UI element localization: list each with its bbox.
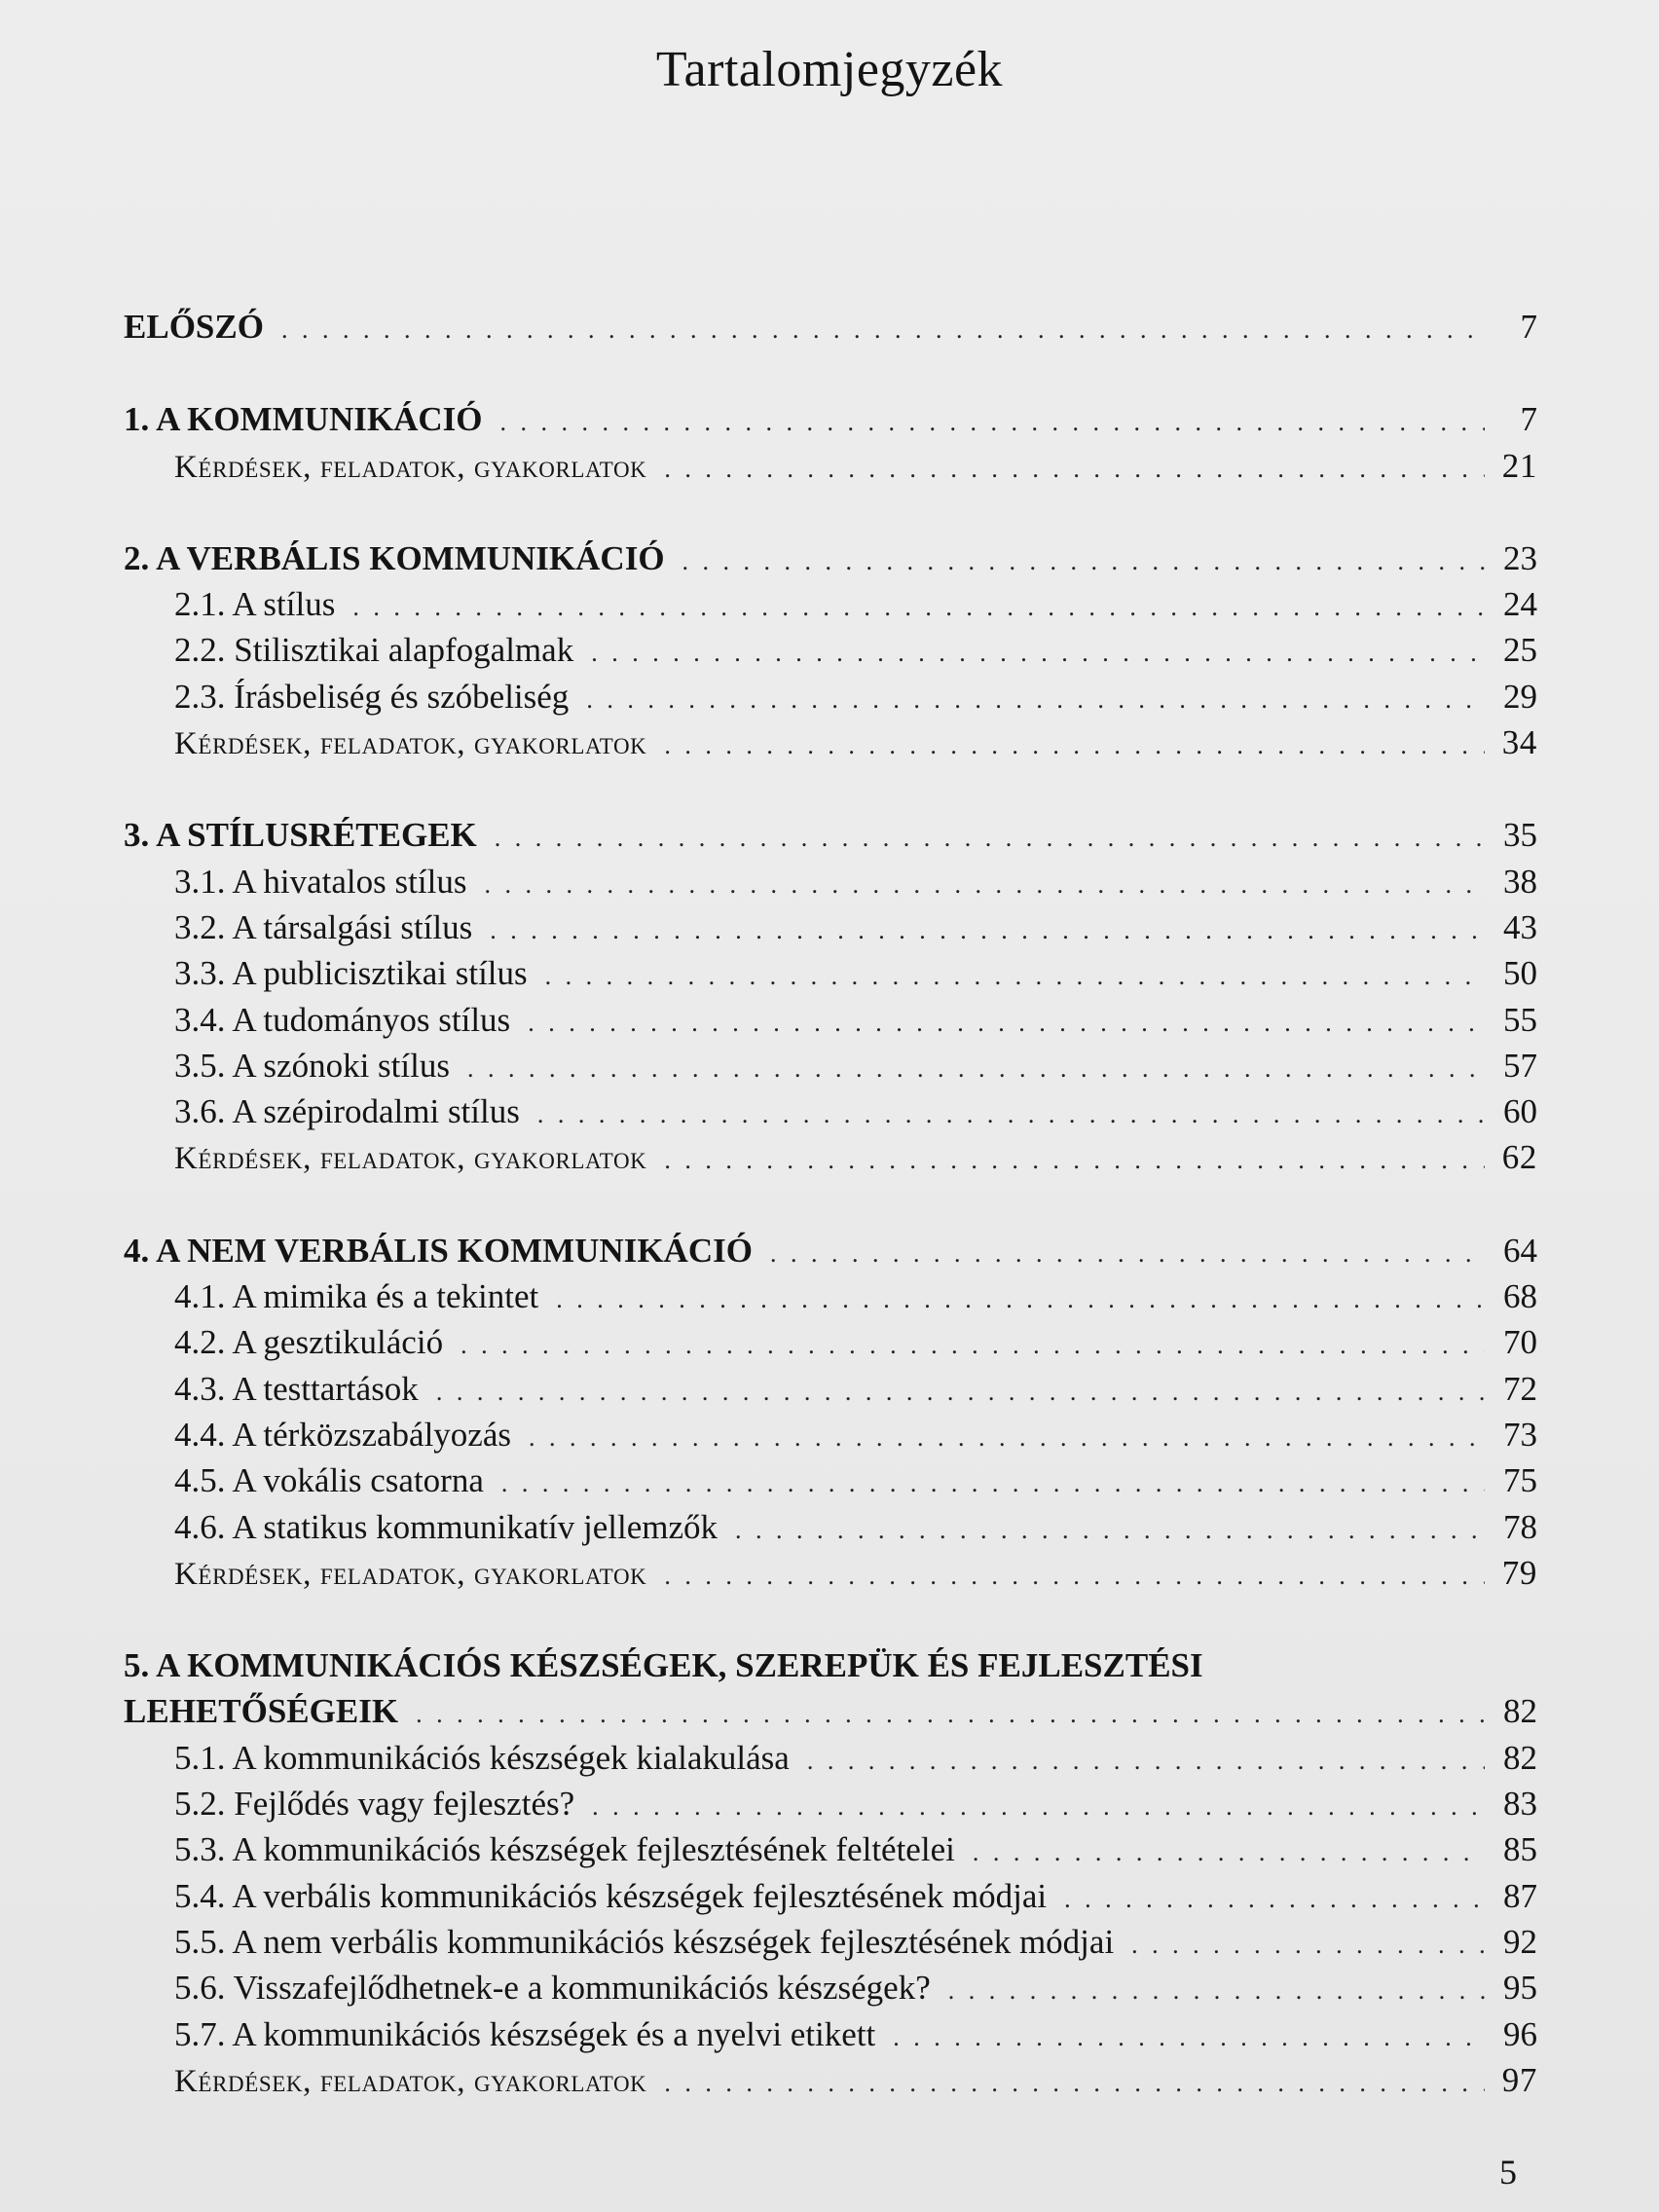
dot-leader [973, 1829, 1485, 1875]
toc-chapter-entry[interactable] [124, 535, 1537, 581]
toc-entry-page: 21 [1501, 446, 1537, 485]
toc-entry-page: 7 [1520, 308, 1537, 346]
toc-entry-page: 75 [1503, 1461, 1537, 1500]
toc-entry-page: 73 [1503, 1415, 1537, 1454]
toc-subsection-entry[interactable] [124, 1457, 1537, 1503]
toc-entry-label: 2. A VERBÁLIS KOMMUNIKÁCIÓ [124, 538, 665, 577]
toc-subsection-entry[interactable] [124, 1735, 1537, 1781]
toc-entry-label: Kérdések, feladatok, gyakorlatok [174, 449, 647, 485]
toc-entry-label: LEHETŐSÉGEIK [124, 1692, 399, 1731]
toc-subsection-entry[interactable] [124, 581, 1537, 627]
toc-entry-page: 34 [1501, 723, 1537, 762]
toc-entry-page: 97 [1501, 2060, 1537, 2099]
toc-entry-page: 55 [1503, 1000, 1537, 1039]
dot-leader [1131, 1922, 1485, 1968]
toc-subsection-entry[interactable] [124, 1504, 1537, 1550]
toc-entry-label: Kérdések, feladatok, gyakorlatok [174, 726, 647, 762]
toc-entry-label: 5.3. A kommunikációs készségek fejlesztésének feltételei [174, 1830, 955, 1869]
toc-subsection-entry[interactable] [124, 1781, 1537, 1826]
dot-leader [501, 1460, 1485, 1506]
toc-entry-page: 35 [1503, 816, 1537, 855]
page-number: 5 [1499, 2153, 1517, 2192]
toc-entry-page: 70 [1503, 1323, 1537, 1362]
dot-leader [461, 1322, 1485, 1368]
toc-subsection-entry[interactable] [124, 1273, 1537, 1319]
toc-subsection-entry[interactable] [124, 997, 1537, 1043]
toc-entry-label: 3.5. A szónoki stílus [174, 1046, 450, 1085]
toc-entry-page: 78 [1503, 1507, 1537, 1546]
toc-entry-label: 3.3. A publicisztikai stílus [174, 954, 528, 993]
toc-chapter-entry[interactable] [124, 1228, 1537, 1273]
dot-leader [664, 1553, 1485, 1599]
toc-entry-label: Kérdések, feladatok, gyakorlatok [174, 2063, 647, 2099]
toc-entry-page: 95 [1503, 1969, 1537, 2008]
toc-entry-label: 5.5. A nem verbális kommunikációs készségek fejlesztésének módjai [174, 1922, 1115, 1961]
toc-entry-label: 5.7. A kommunikációs készségek és a nyelvi etikett [174, 2014, 876, 2053]
toc-entry-label: 4.5. A vokális csatorna [174, 1461, 484, 1500]
dot-leader [484, 862, 1485, 907]
dot-leader [770, 1231, 1485, 1276]
toc-entry-page: 82 [1503, 1692, 1537, 1731]
toc-exercises-entry[interactable] [124, 1134, 1537, 1180]
toc-entry-page: 79 [1501, 1553, 1537, 1592]
toc-chapter-entry[interactable] [124, 1642, 1537, 1688]
section-gap [124, 1181, 1537, 1228]
toc-entry-page: 38 [1503, 862, 1537, 901]
toc-subsection-entry[interactable] [124, 1873, 1537, 1919]
dot-leader [352, 584, 1485, 630]
toc-entry-label: 4. A NEM VERBÁLIS KOMMUNIKÁCIÓ [124, 1231, 753, 1270]
toc-entry-label: 4.6. A statikus kommunikatív jellemzők [174, 1507, 719, 1546]
toc-subsection-entry[interactable] [124, 1965, 1537, 2010]
toc-entry-label: Kérdések, feladatok, gyakorlatok [174, 1141, 647, 1177]
toc-entry-label: 3.4. A tudományos stílus [174, 1000, 511, 1039]
dot-leader [556, 1276, 1485, 1322]
toc-subsection-entry[interactable] [124, 859, 1537, 904]
toc-subsection-entry[interactable] [124, 627, 1537, 673]
toc-chapter-entry[interactable] [124, 396, 1537, 442]
toc-entry-page: 82 [1503, 1738, 1537, 1777]
section-gap [124, 489, 1537, 535]
toc-entry-page: 23 [1503, 538, 1537, 577]
dot-leader [416, 1691, 1485, 1737]
toc-entry-label: 2.3. Írásbeliség és szóbeliség [174, 677, 570, 716]
toc-entry-label: 5.1. A kommunikációs készségek kialakulása [174, 1738, 790, 1777]
page-title: Tartalomjegyzék [655, 42, 1004, 97]
toc-subsection-entry[interactable] [124, 1088, 1537, 1134]
toc-entry-page: 57 [1503, 1046, 1537, 1085]
toc-entry-page: 64 [1503, 1231, 1537, 1270]
section-gap [124, 1596, 1537, 1642]
toc-chapter-entry[interactable] [124, 812, 1537, 858]
toc-subsection-entry[interactable] [124, 1412, 1537, 1457]
toc-exercises-entry[interactable] [124, 719, 1537, 765]
toc-subsection-entry[interactable] [124, 1366, 1537, 1412]
dot-leader [499, 399, 1485, 445]
toc-exercises-entry[interactable] [124, 1550, 1537, 1596]
toc-entry-page: 68 [1503, 1277, 1537, 1316]
dot-leader [586, 677, 1485, 722]
toc-entry-label: 5.2. Fejlődés vagy fejlesztés? [174, 1785, 575, 1824]
dot-leader [893, 2014, 1485, 2060]
toc-subsection-entry[interactable] [124, 1826, 1537, 1872]
toc-entry-page: 29 [1503, 677, 1537, 716]
dot-leader [490, 907, 1485, 953]
toc-subsection-entry[interactable] [124, 674, 1537, 719]
dot-leader [735, 1507, 1485, 1553]
dot-leader [948, 1968, 1485, 2013]
dot-leader [281, 307, 1485, 352]
toc-entry-page: 85 [1503, 1830, 1537, 1869]
section-gap [124, 350, 1537, 396]
toc-entry-label: Kérdések, feladatok, gyakorlatok [174, 1556, 647, 1592]
toc-entry-label: 3.6. A szépirodalmi stílus [174, 1092, 520, 1131]
toc-entry-page: 7 [1520, 400, 1537, 439]
dot-leader [664, 1137, 1485, 1183]
section-gap [124, 765, 1537, 812]
toc-entry-page: 62 [1501, 1138, 1537, 1177]
toc-entry-page: 92 [1503, 1922, 1537, 1961]
toc-chapter-entry[interactable] [124, 1688, 1537, 1734]
toc-subsection-entry[interactable] [124, 904, 1537, 950]
dot-leader [436, 1369, 1485, 1415]
dot-leader [682, 538, 1485, 584]
toc-entry-label: 5.4. A verbális kommunikációs készségek fejlesztésének módjai [174, 1876, 1048, 1915]
dot-leader [664, 446, 1485, 492]
dot-leader [592, 1784, 1485, 1829]
toc-exercises-entry[interactable] [124, 2057, 1537, 2103]
table-of-contents [124, 304, 1537, 2103]
toc-entry-page: 96 [1503, 2014, 1537, 2053]
toc-subsection-entry[interactable] [124, 1919, 1537, 1965]
toc-entry-label: 3. A STÍLUSRÉTEGEK [124, 816, 477, 855]
toc-entry-label: 5.6. Visszafejlődhetnek-e a kommunikációs készségek? [174, 1969, 931, 2008]
dot-leader [807, 1738, 1485, 1784]
toc-subsection-entry[interactable] [124, 2011, 1537, 2057]
dot-leader [529, 1415, 1485, 1460]
toc-entry-label: 4.2. A gesztikuláció [174, 1323, 444, 1362]
toc-entry-label: 5. A KOMMUNIKÁCIÓS KÉSZSÉGEK, SZEREPÜK ÉS FEJLESZTÉSI [124, 1646, 1203, 1685]
toc-entry-label: 2.1. A stílus [174, 585, 336, 624]
toc-entry-page: 43 [1503, 907, 1537, 946]
dot-leader [664, 2060, 1485, 2106]
toc-entry-page: 72 [1503, 1369, 1537, 1408]
toc-subsection-entry[interactable] [124, 1043, 1537, 1088]
toc-entry-page: 24 [1503, 585, 1537, 624]
toc-entry-label: ELŐSZÓ [124, 308, 264, 346]
toc-entry-label: 4.3. A testtartások [174, 1369, 419, 1408]
toc-entry-page: 87 [1503, 1876, 1537, 1915]
toc-chapter-entry[interactable] [124, 304, 1537, 350]
toc-entry-label: 4.4. A térközszabályozás [174, 1415, 512, 1454]
toc-subsection-entry[interactable] [124, 950, 1537, 996]
toc-subsection-entry[interactable] [124, 1319, 1537, 1365]
toc-entry-page: 83 [1503, 1785, 1537, 1824]
dot-leader [591, 630, 1485, 676]
dot-leader [528, 1000, 1485, 1046]
dot-leader [537, 1091, 1485, 1137]
dot-leader [1064, 1876, 1485, 1922]
toc-entry-label: 4.1. A mimika és a tekintet [174, 1277, 539, 1316]
toc-entry-label: 3.1. A hivatalos stílus [174, 862, 467, 901]
toc-entry-label: 1. A KOMMUNIKÁCIÓ [124, 400, 483, 439]
toc-entry-label: 2.2. Stilisztikai alapfogalmak [174, 631, 574, 670]
dot-leader [545, 953, 1485, 999]
toc-entry-label: 3.2. A társalgási stílus [174, 907, 473, 946]
toc-entry-page: 25 [1503, 631, 1537, 670]
toc-entry-page: 50 [1503, 954, 1537, 993]
toc-exercises-entry[interactable] [124, 443, 1537, 489]
toc-entry-page: 60 [1503, 1092, 1537, 1131]
dot-leader [467, 1046, 1485, 1091]
dot-leader [495, 815, 1485, 861]
dot-leader [664, 722, 1485, 768]
